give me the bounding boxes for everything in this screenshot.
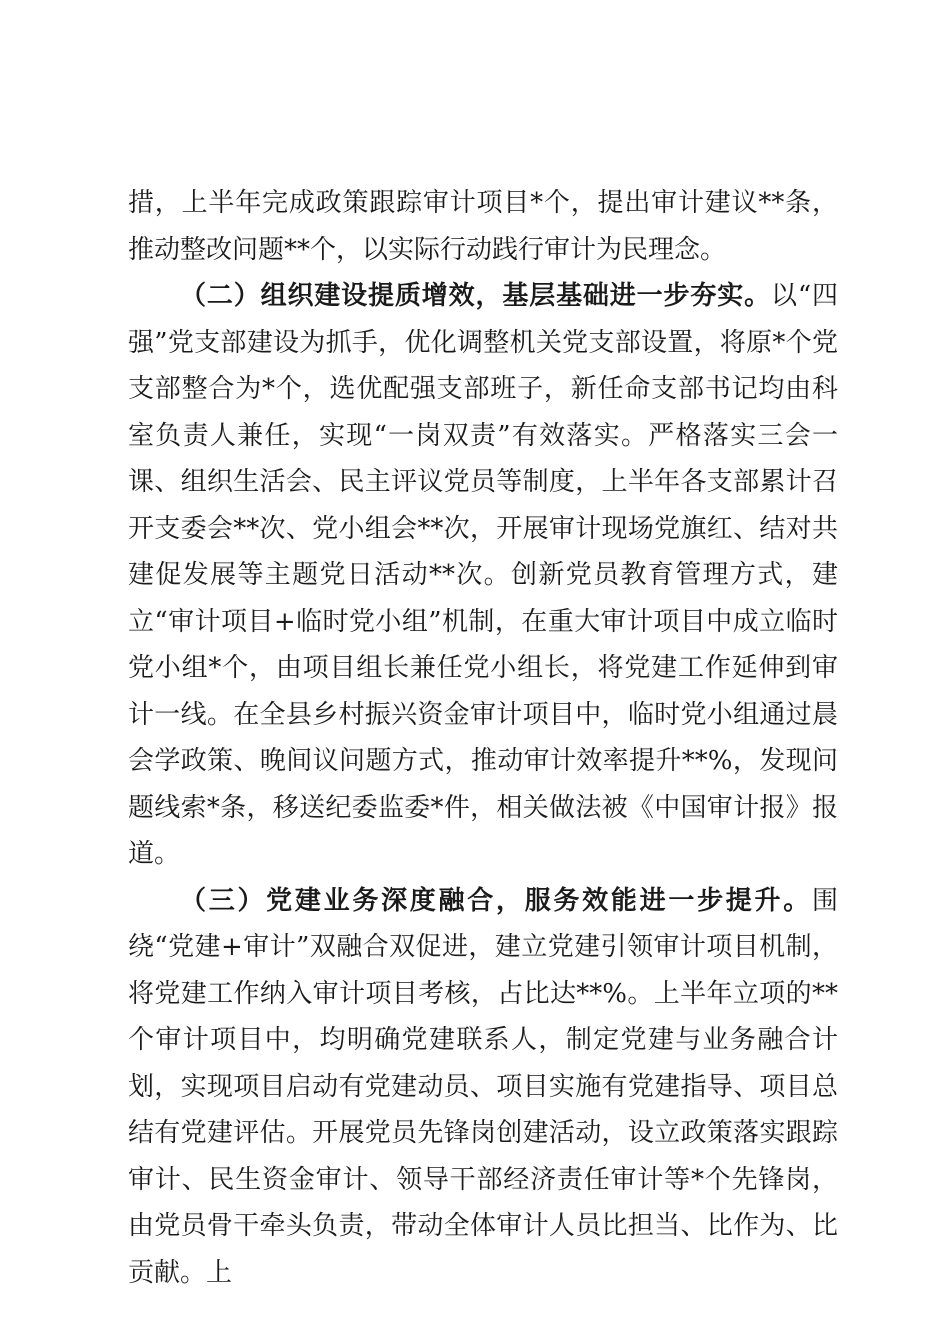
paragraph-continuation xyxy=(128,180,838,273)
section-heading: （三）党建业务深度融合，服务效能进一步提升。 xyxy=(180,885,812,916)
document-body xyxy=(128,180,838,1296)
paragraph-organization-building xyxy=(128,273,838,878)
paragraph-party-business-integration xyxy=(128,878,838,1297)
paragraph-text: 以“四强”党支部建设为抓手，优化调整机关党支部设置，将原*个党支部整合为*个，选优配强支部班子，新任命支部书记均由科室负责人兼任，实现“一岗双责”有效落实。严格落实三会一课、组织生活会、民主评议党员等制度，上半年各支部累计召开支委会**次、党小组会**次，开展审计现场党旗红、结对共建促发展等主题党日活动**次。创新党员教育管理方式，建立“审计项目+临时党小组”机制，在重大审计项目中成立临时党小组*个，由项目组长兼任党小组长，将党建工作延伸到审计一线。在全县乡村振兴资金审计项目中，临时党小组通过晨会学政策、晚间议问题方式，推动审计效率提升**%，发现问题线索*条，移送纪委监委*件，相关做法被《中国审计报》报道。 xyxy=(128,281,838,869)
section-heading: （二）组织建设提质增效，基层基础进一步夯实。 xyxy=(180,281,771,311)
paragraph-text: 围绕“党建+审计”双融合双促进，建立党建引领审计项目机制，将党建工作纳入审计项目考核，占比达**%。上半年立项的**个审计项目中，均明确党建联系人，制定党建与业务融合计划，实现项目启动有党建动员、项目实施有党建指导、项目总结有党建评估。开展党员先锋岗创建活动，设立政策落实跟踪审计、民生资金审计、领导干部经济责任审计等*个先锋岗，由党员骨干牵头负责，带动全体审计人员比担当、比作为、比贡献。上 xyxy=(128,885,838,1288)
paragraph-text: 措，上半年完成政策跟踪审计项目*个，提出审计建议**条，推动整改问题**个，以实际行动践行审计为民理念。 xyxy=(128,188,838,265)
